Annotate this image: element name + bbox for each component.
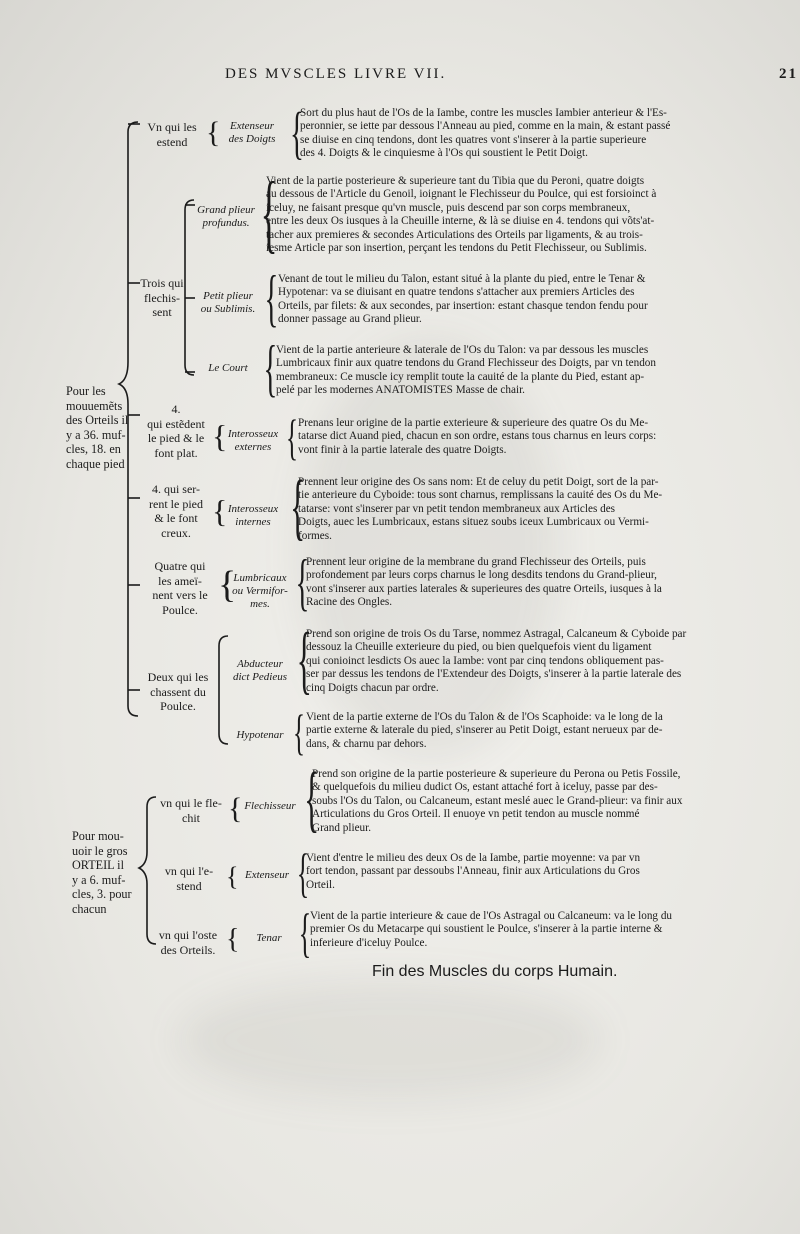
label-line: font plat. [154, 445, 198, 460]
running-head: DES MVSCLES LIVRE VII. [225, 66, 447, 82]
brace-glyph: { [212, 493, 228, 529]
muscle-line: ou Sublimis. [200, 303, 256, 315]
desc-line: ser par dessus les tendons de l'Extendeur des Doigts, s'inserer à la partie laterale des [306, 668, 682, 681]
brace-glyph: { [263, 332, 278, 403]
brace-glyph: { [295, 546, 310, 617]
title-line: uoir le gros [72, 843, 128, 858]
desc-line: donner passage au Grand plieur. [278, 313, 422, 326]
desc-line: tacher aux premieres & secondes Articulations des Orteils par ligaments, & au trois- [266, 228, 643, 241]
label-line: sent [152, 305, 172, 319]
label-line: Poulce. [162, 602, 198, 617]
brace-glyph: { [289, 100, 304, 165]
desc-line: pelé par les modernes ANATOMISTES Masse de chair. [276, 384, 525, 397]
muscle-le-court [200, 362, 256, 375]
sub-brace-flechis [185, 200, 194, 375]
desc-line: fort tendon, passant par dessoubs l'Anneau, finir aux Articulations du Gros [306, 865, 640, 878]
brace-glyph: { [212, 418, 228, 454]
label-line: vn qui l'e- [164, 864, 214, 878]
muscle-lumbricaux [228, 572, 292, 611]
title-line: chaque pied [66, 456, 125, 471]
muscle-line: Extenseur [230, 120, 274, 132]
title-line: Pour mou- [72, 829, 124, 843]
desc-line: Prend son origine de la partie posterieure & superieure du Perona ou Petis Fossile, [312, 768, 681, 780]
desc-line: Sort du plus haut de l'Os de la Iambe, contre les muscles Iambier anterieur & l'Es- [300, 107, 667, 119]
desc-interosseux-internes [298, 476, 662, 543]
muscle-line: Abducteur [237, 658, 283, 670]
label-line: 4. [171, 402, 181, 416]
label-line: flechis- [144, 290, 180, 305]
brace-glyph: { [293, 704, 305, 760]
label-line: & le font [154, 511, 198, 525]
desc-line: Prend son origine de trois Os du Tarse, nommez Astragal, Calcaneum & Cyboide par [306, 628, 687, 640]
desc-line: Prennent leur origine des Os sans nom: Et de celuy du petit Doigt, sort de la par- [298, 476, 659, 488]
muscle-line: mes. [250, 598, 270, 610]
brace-glyph: { [206, 116, 221, 149]
muscle-line: dict Pedieus [232, 671, 288, 683]
desc-petit-plieur [278, 273, 648, 327]
label-line: qui estẽdent [147, 416, 205, 431]
label-line: vn qui le fle- [160, 796, 222, 810]
title-line: Pour les [66, 384, 106, 398]
muscle-line: Hypotenar [236, 729, 284, 741]
group-label-flechissent [138, 276, 186, 320]
brace-glyph: { [286, 409, 298, 465]
desc-line: Venant de tout le milieu du Talon, estant situé à la plante du pied, entre le Tenar & [278, 273, 646, 285]
muscle-interosseux-externes [222, 428, 284, 454]
desc-line: vont finir à la partie laterale des quatre Doigts. [298, 443, 507, 456]
desc-line: Vient de la partie posterieure & superieure tant du Tibia que du Peroni, quatre doigts [266, 175, 645, 187]
finis-line: Fin des Muscles du corps Humain. [372, 963, 618, 980]
desc-line: Vient de la partie interieure & caue de l'Os Astragal ou Calcaneum: va le long du [310, 910, 673, 922]
desc-line: au dessous de l'Article du Genoil, ioignant le Flechisseur du Poulce, qui est forsioinct à [266, 188, 657, 201]
brace-glyph: { [218, 564, 237, 606]
desc-extenseur-orteil [306, 852, 640, 892]
muscle-petit-plieur [194, 290, 262, 316]
desc-line: des 4. Doigts & le cinquiesme à l'Os qui soustient le Petit Doigt. [300, 147, 588, 160]
muscle-line: Grand plieur [197, 204, 255, 216]
muscle-line: Interosseux [227, 428, 279, 440]
muscle-line: Extenseur [245, 869, 289, 881]
muscle-line: des Doigts [228, 133, 276, 145]
muscle-tenar [244, 932, 294, 945]
brace-glyph: { [296, 843, 310, 903]
desc-line: Vient de la partie externe de l'Os du Talon & de l'Os Scaphoide: va le long de la [306, 711, 663, 723]
label-line: Poulce. [160, 699, 196, 713]
title-line: mouuemẽts [66, 398, 123, 413]
desc-line: tatarse: vont s'inserer par vn petit tendon membraneux aux Articles des [298, 502, 616, 515]
group-label-flechit [154, 796, 228, 825]
muscle-line: internes [235, 516, 271, 528]
desc-line: dans, & charnu par dehors. [306, 737, 427, 750]
muscle-extenseur-orteil [236, 869, 298, 882]
desc-le-court [276, 344, 656, 398]
label-line: Trois qui [140, 276, 184, 290]
title-line: y a 6. muf- [72, 872, 126, 887]
desc-line: Racine des Ongles. [306, 596, 393, 609]
muscle-extenseur-doigts [218, 120, 286, 146]
desc-tenar [310, 910, 672, 950]
brace-glyph: { [264, 262, 279, 333]
title-line: y a 36. muf- [66, 427, 126, 442]
label-line: Vn qui les [147, 120, 197, 134]
desc-line: cinq Doigts chacun par ordre. [306, 681, 439, 694]
group-label-serrent [138, 482, 214, 540]
group-label-ameinent [138, 559, 222, 617]
title-line: des Orteils il [66, 413, 129, 427]
desc-hypotenar [306, 711, 663, 751]
label-line: chit [182, 810, 200, 825]
muscle-line: Lumbricaux [233, 572, 287, 584]
desc-line: Vient d'entre le milieu des deux Os de la Iambe, partie moyenne: va par vn [306, 852, 641, 864]
desc-line: Orteils, par filets: & aux secondes, par insertion: estant chasque tendon fendu pour [278, 299, 648, 312]
brace-glyph: { [296, 618, 312, 702]
title-line: cles, 3. pour [72, 887, 132, 901]
desc-line: tie anterieure du Cyboide: tous sont charnus, remplissans la cauité des Os du Me- [298, 489, 663, 502]
label-line: estend [156, 134, 188, 149]
muscle-line: profundus. [202, 217, 250, 229]
muscle-hypotenar [228, 729, 292, 742]
title-line: cles, 18. en [66, 442, 121, 456]
desc-line: Vient de la partie anterieure & laterale de l'Os du Talon: va par dessous les muscles [276, 344, 649, 356]
label-line: stend [176, 878, 202, 893]
label-line: chassent du [150, 684, 206, 699]
brace-glyph: { [226, 924, 240, 955]
desc-line: vont s'inserer aux parties laterales & superieures des quatre Orteils, iusques à la [306, 582, 662, 595]
brace-glyph: { [260, 165, 278, 262]
desc-line: Doigts, auec les Lumbricaux, estans situez soubs iceux Lumbricaux ou Vermi- [298, 516, 649, 529]
desc-abducteur [306, 628, 686, 695]
desc-extenseur-doigts [300, 107, 670, 161]
brace-glyph: { [226, 862, 239, 891]
desc-line: Articulations du Gros Orteil. Il enuoye vn petit tendon au muscle nommé [312, 808, 640, 821]
muscle-line: ou Vermifor- [232, 585, 288, 597]
desc-line: Grand plieur. [312, 821, 372, 834]
desc-grand-plieur [266, 175, 656, 255]
brace-glyph: { [228, 792, 243, 825]
desc-line: qui conioinct lesdicts Os auec la Iambe: vont par cinq tendons obliquement pas- [306, 654, 664, 667]
label-line: le pied & le [147, 431, 205, 445]
desc-flechisseur [312, 768, 682, 835]
desc-line: iesme Article par son insertion, perçant les tendons du Petit Flechisseur, ou Sublimis. [266, 242, 647, 255]
section-title-orteil [72, 829, 144, 916]
sub-brace-chassent [219, 636, 228, 744]
muscle-line: Petit plieur [203, 290, 253, 302]
muscle-abducteur [226, 658, 294, 684]
label-line: nent vers le [152, 588, 208, 602]
brace-glyph: { [290, 466, 306, 548]
desc-line: Hypotenar: va se diuisant en quatre tendons s'attacher aux premiers Articles des [278, 286, 635, 299]
page-number: 21 [779, 66, 798, 82]
muscle-line: Interosseux [227, 503, 279, 515]
desc-line: Prenans leur origine de la partie exterieure & superieure des quatre Os du Me- [298, 417, 649, 429]
group-label-chassent [136, 670, 220, 714]
muscle-line: Flechisseur [244, 800, 296, 812]
desc-line: membraneux: Ce muscle icy remplit toute la cauité de la plante du Pied, estant ap- [276, 370, 645, 383]
desc-line: profondement par leurs corps charnus le long desdits tendons du Grand-plieur, [306, 569, 657, 582]
desc-line: Orteil. [306, 878, 335, 891]
desc-line: entre les deux Os iusques à la Cheuille interne, & là se diuise en 4. tendons qui võts'at- [266, 215, 655, 228]
desc-line: premier Os du Metacarpe qui soustient le Poulce, s'inserer à la partie interne & [310, 923, 663, 936]
desc-line: & quelquefois du milieu dudict Os, estant attaché fort à iceluy, passe par des- [312, 781, 658, 794]
title-line: ORTEIL il [72, 858, 124, 872]
brace-glyph: { [304, 758, 320, 840]
brace-glyph: { [298, 903, 312, 963]
label-line: des Orteils. [160, 942, 216, 957]
label-line: 4. qui ser- [151, 482, 201, 496]
title-line: chacun [72, 901, 107, 916]
label-line: creux. [161, 525, 191, 540]
label-line: Quatre qui [154, 559, 206, 573]
muscle-flechisseur [238, 800, 302, 813]
group-label-estend-orteil [154, 864, 224, 893]
desc-line: tatarse dict Auand pied, chacun en son ordre, estans tous charnus en leurs corps: [298, 430, 657, 443]
desc-lumbricaux [306, 556, 662, 610]
desc-interosseux-externes [298, 417, 656, 457]
group-label-estendent [138, 402, 214, 460]
desc-line: soubs l'Os du Talon, ou Calcaneum, estant meslé auec le Grand-plieur: va finir aux [312, 794, 683, 807]
section-title-pied [66, 384, 134, 471]
desc-line: partie externe & laterale du pied, s'inserer au Petit Doigt, estant nerueux par de- [306, 724, 663, 737]
desc-line: peronnier, se iette par dessous l'Anneau au pied, comme en la main, & estant passé [300, 120, 671, 133]
muscle-line: externes [234, 441, 272, 453]
group-label-estend [138, 120, 206, 149]
desc-line: iceluy, ne faisant presque qu'vn muscle, puis descend par son corps membraneux, [266, 201, 631, 214]
desc-line: Prennent leur origine de la membrane du grand Flechisseur des Orteils, puis [306, 556, 646, 568]
muscle-line: Tenar [256, 932, 282, 944]
desc-line: formes. [298, 529, 332, 542]
label-line: vn qui l'oste [158, 928, 218, 942]
desc-line: dessouz la Cheuille exterieure du pied, ou bien quelquefois vient du ligament [306, 641, 652, 654]
muscle-interosseux-internes [222, 503, 284, 529]
muscle-line: Le Court [208, 362, 248, 374]
label-line: Deux qui les [147, 670, 209, 684]
desc-line: se diuise en cinq tendons, dont les quatres vont s'inserer à la partie superieure [300, 133, 647, 146]
group-label-oste [152, 928, 224, 957]
desc-line: Lumbricaux finir aux quatre tendons du Grand Flechisseur des Doigts, par vn tendon [276, 357, 656, 370]
desc-line: inferieure d'iceluy Poulce. [310, 936, 428, 949]
muscle-grand-plieur [194, 204, 258, 230]
label-line: rent le pied [149, 496, 203, 511]
label-line: les ameï- [158, 573, 202, 588]
